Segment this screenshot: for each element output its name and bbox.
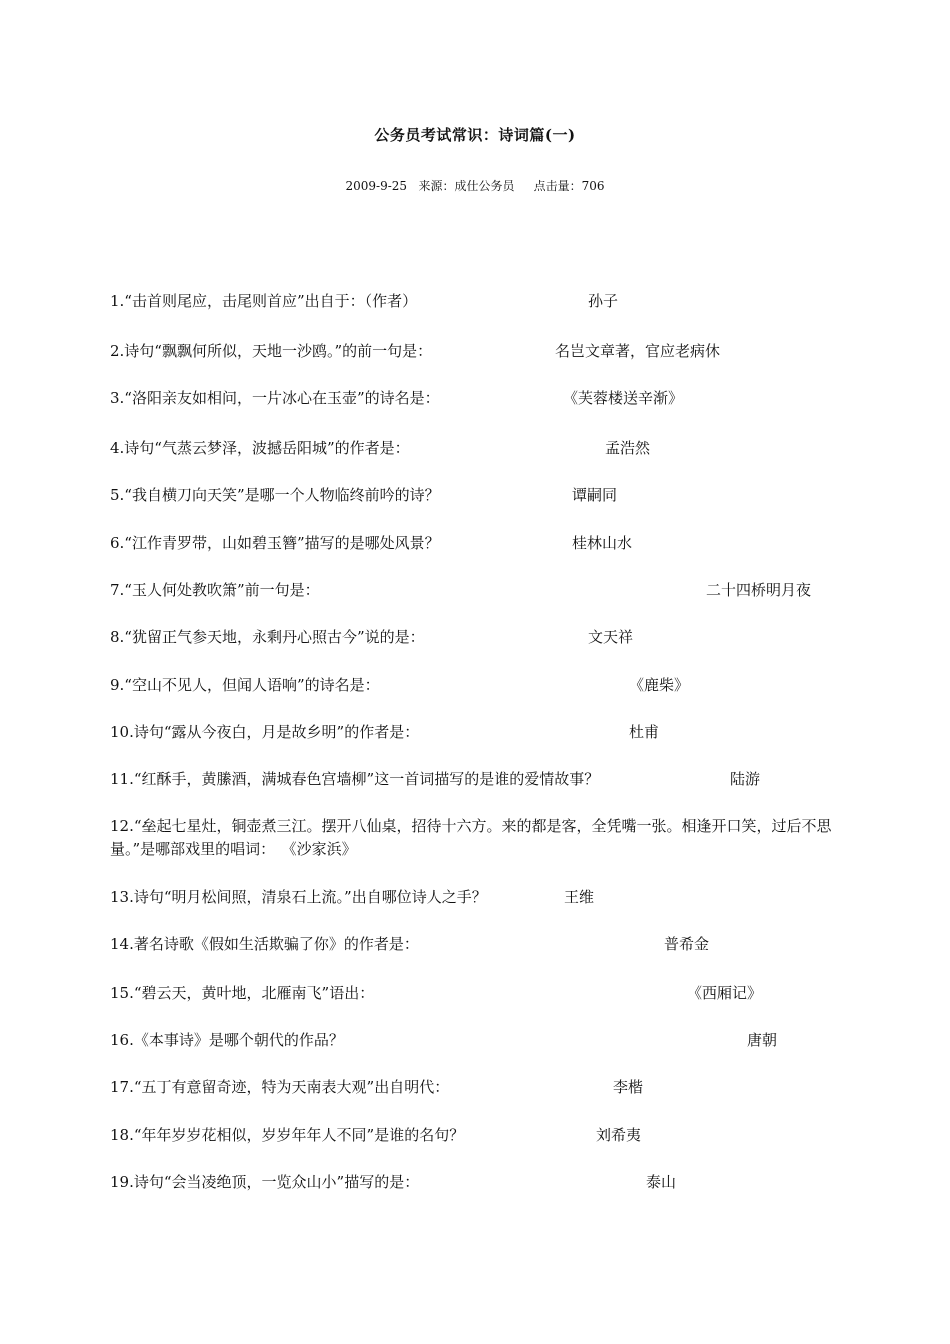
list-item	[110, 437, 840, 460]
list-item	[110, 579, 840, 602]
question-text: 7.“玉人何处教吹箫”前一句是：	[110, 581, 320, 599]
page-title: 公务员考试常识：诗词篇(一)	[374, 126, 576, 144]
list-item	[110, 886, 840, 909]
list-item	[110, 1171, 840, 1194]
question-text: 11.“红酥手，黄縢酒，满城春色宫墙柳”这一首词描写的是谁的爱情故事？	[110, 770, 600, 788]
question-text: 13.诗句“明月松间照，清泉石上流。”出自哪位诗人之手？	[110, 888, 487, 906]
question-text: 15.“碧云天，黄叶地，北雁南飞”语出：	[110, 984, 375, 1002]
list-item	[110, 674, 840, 697]
answer-text: 名岂文章著，官应老病休	[555, 342, 721, 360]
question-text: 6.“江作青罗带，山如碧玉簪”描写的是哪处风景？	[110, 534, 440, 552]
answer-text: 二十四桥明月夜	[706, 581, 812, 599]
list-item	[110, 768, 840, 791]
list-item	[110, 1076, 840, 1099]
list-item	[110, 815, 840, 861]
list-item	[110, 340, 840, 363]
list-item	[110, 721, 840, 744]
answer-text: 普希金	[664, 935, 710, 953]
answer-text: 文天祥	[588, 628, 634, 646]
answer-text: 陆游	[730, 770, 761, 788]
answer-text: 《沙家浜》	[289, 840, 357, 858]
list-item	[110, 1029, 840, 1052]
question-text: 3.“洛阳亲友如相问，一片冰心在玉壶”的诗名是：	[110, 389, 440, 407]
list-item	[110, 387, 840, 410]
answer-text: 谭嗣同	[572, 486, 618, 504]
question-text: 8.“犹留正气参天地，永剩丹心照古今”说的是：	[110, 628, 425, 646]
answer-text: 王维	[564, 888, 595, 906]
list-item	[110, 532, 840, 555]
answer-text: 孟浩然	[605, 439, 651, 457]
answer-text: 孙子	[588, 292, 619, 310]
answer-text: 《西厢记》	[687, 984, 763, 1002]
answer-text: 桂林山水	[572, 534, 633, 552]
question-text: 12.“垒起七星灶，铜壶煮三江。摆开八仙桌，招待十六方。来的都是客，全凭嘴一张。相逢开口笑，过后不思量。”是哪部戏里的唱词：	[110, 817, 832, 858]
list-item	[110, 290, 840, 313]
question-text: 1.“击首则尾应，击尾则首应”出自于：（作者）	[110, 292, 418, 310]
question-text: 17.“五丁有意留奇迹，特为天南表大观”出自明代：	[110, 1078, 450, 1096]
question-text: 14.著名诗歌《假如生活欺骗了你》的作者是：	[110, 935, 419, 953]
answer-text: 唐朝	[747, 1031, 778, 1049]
article-meta: 2009-9-25 来源：成仕公务员 点击量：706	[345, 179, 605, 193]
answer-text: 刘希夷	[596, 1126, 642, 1144]
question-text: 4.诗句“气蒸云梦泽，波撼岳阳城”的作者是：	[110, 439, 410, 457]
list-item	[110, 484, 840, 507]
answer-text: 李楷	[613, 1078, 644, 1096]
answer-text: 杜甫	[629, 723, 660, 741]
list-item	[110, 982, 840, 1005]
question-text: 9.“空山不见人，但闻人语响”的诗名是：	[110, 676, 380, 694]
answer-text: 泰山	[646, 1173, 677, 1191]
question-text: 10.诗句“露从今夜白，月是故乡明”的作者是：	[110, 723, 420, 741]
question-text: 2.诗句“飘飘何所似，天地一沙鸥。”的前一句是：	[110, 342, 433, 360]
question-text: 19.诗句“会当凌绝顶，一览众山小”描写的是：	[110, 1173, 420, 1191]
question-text: 18.“年年岁岁花相似，岁岁年年人不同”是谁的名句？	[110, 1126, 465, 1144]
question-text: 5.“我自横刀向天笑”是哪一个人物临终前吟的诗？	[110, 486, 440, 504]
list-item	[110, 1124, 840, 1147]
question-text: 16.《本事诗》是哪个朝代的作品？	[110, 1031, 344, 1049]
list-item	[110, 933, 840, 956]
answer-text: 《鹿柴》	[629, 676, 690, 694]
answer-text: 《芙蓉楼送辛渐》	[563, 389, 684, 407]
list-item	[110, 626, 840, 649]
